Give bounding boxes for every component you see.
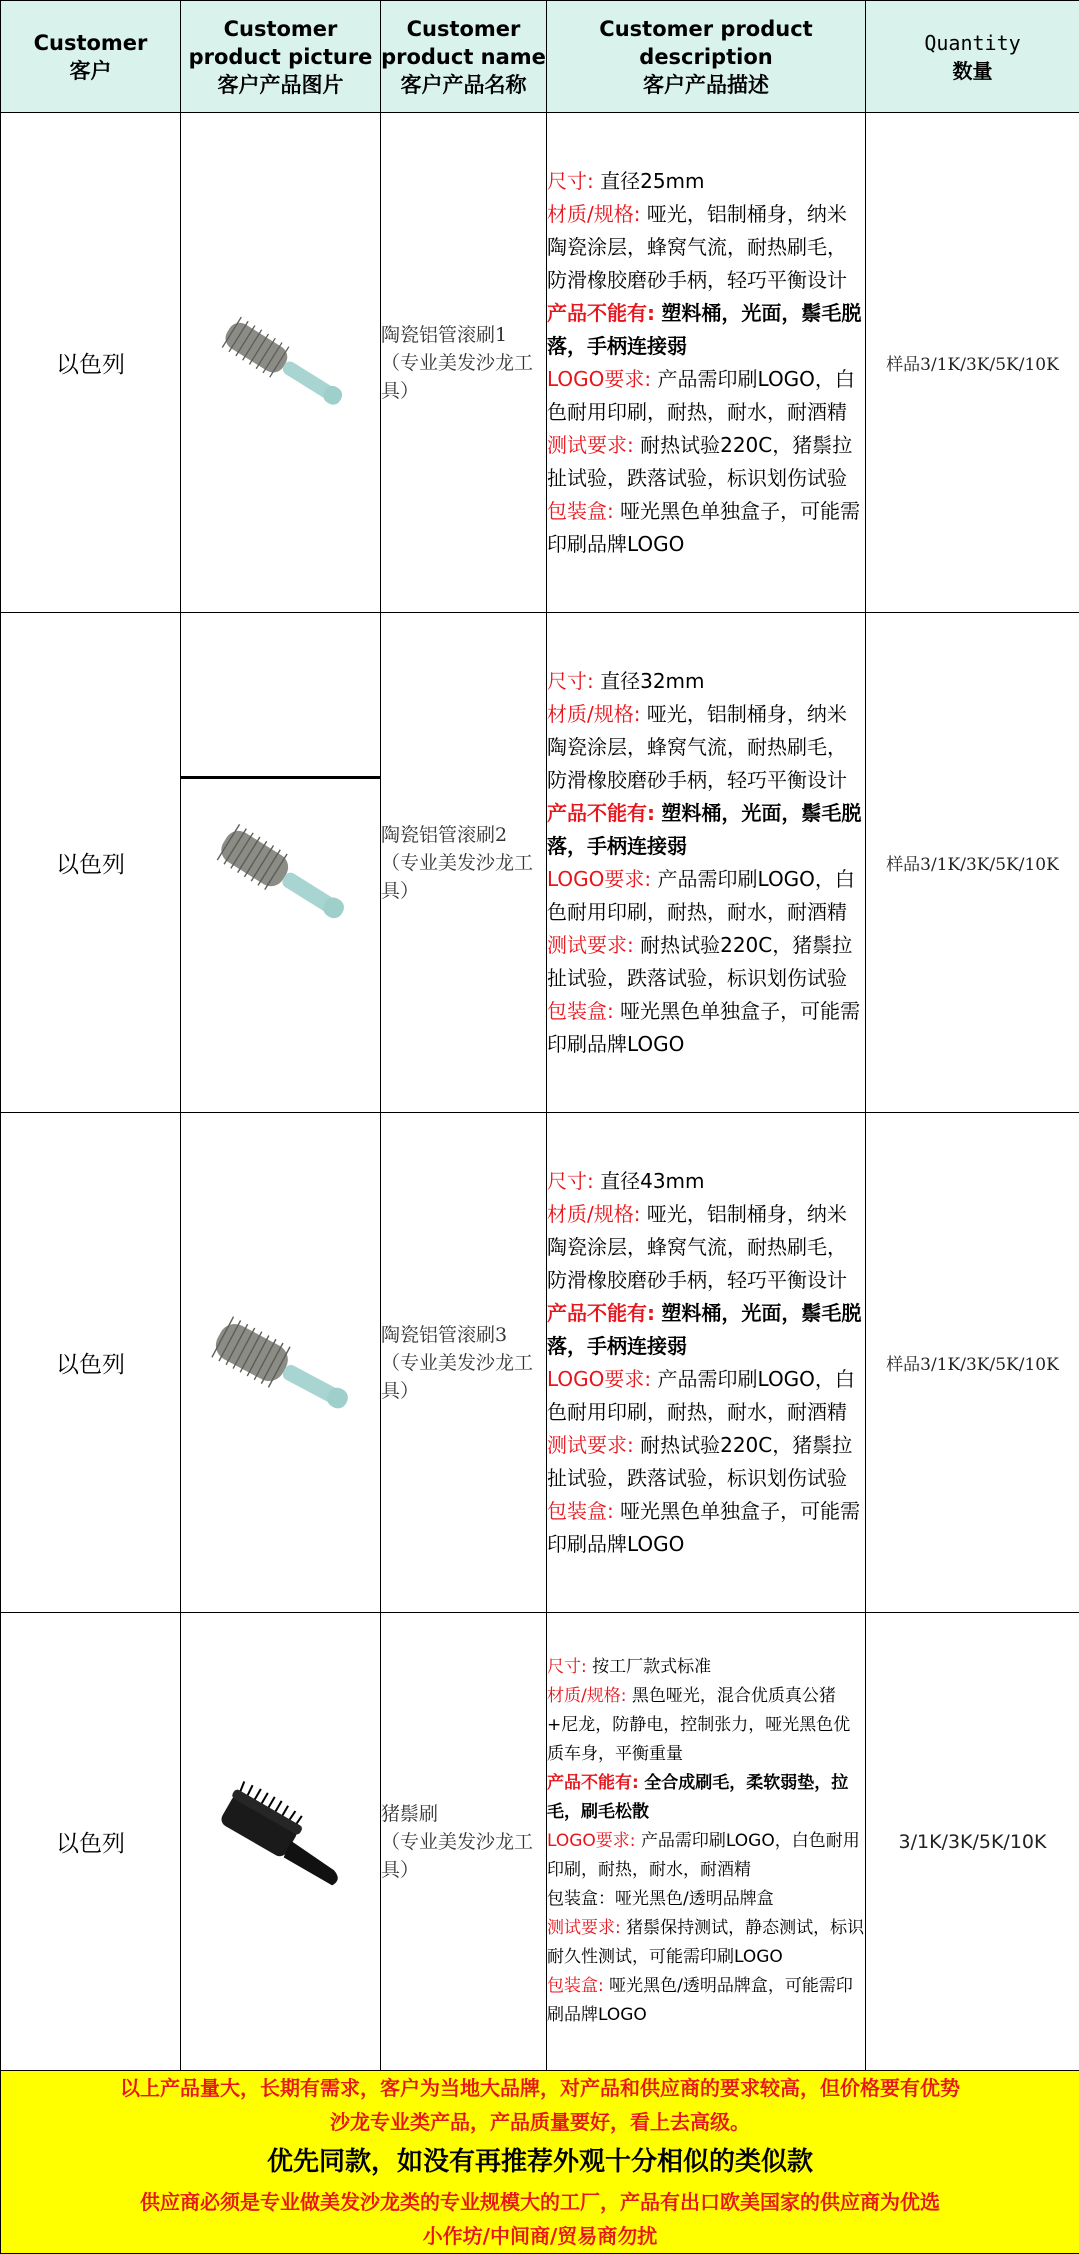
footer-line-supplier: 供应商必须是专业做美发沙龙类的专业规模大的工厂，产品有出口欧美国家的供应商为优选	[1, 2185, 1079, 2219]
forbidden-label: 产品不能有:	[547, 801, 655, 825]
test-label: 测试要求:	[547, 1433, 634, 1457]
header-qty-zh: 数量	[953, 59, 993, 83]
product-description-cell	[547, 1113, 866, 1613]
header-desc-en: Customer product description	[599, 17, 812, 69]
test-label: 测试要求:	[547, 1918, 621, 1938]
footer-line-quality: 沙龙专业类产品，产品质量要好，看上去高级。	[1, 2105, 1079, 2139]
test-label: 测试要求:	[547, 433, 634, 457]
product-picture-cell	[181, 613, 381, 1113]
size-value: 直径25mm	[600, 169, 704, 193]
customer-cell: 以色列	[1, 1613, 181, 2071]
customer-cell: 以色列	[1, 113, 181, 613]
logo-value: 产品需印刷LOGO，白色耐用印刷，耐热，耐水，耐酒精	[547, 867, 855, 924]
test-value: 耐热试验220C，猪鬃拉扯试验，跌落试验，标识划伤试验	[547, 1433, 852, 1490]
header-picture-en: Customer product picture	[189, 17, 373, 69]
logo-label: LOGO要求:	[547, 367, 651, 391]
table-header-row	[1, 1, 1079, 113]
header-customer-en: Customer	[34, 31, 148, 55]
product-description-cell	[547, 113, 866, 613]
boar-bristle-brush-icon	[181, 1613, 380, 2070]
quantity-cell: 样品3/1K/3K/5K/10K	[866, 613, 1079, 1113]
forbidden-value: 塑料桶，光面，鬃毛脱落，手柄连接弱	[547, 301, 861, 358]
header-quantity	[866, 1, 1079, 113]
test-label: 测试要求:	[547, 933, 634, 957]
box-extra-note: 包装盒：哑光黑色/透明品牌盒	[547, 1889, 774, 1909]
product-name-cell	[381, 113, 547, 613]
size-label: 尺寸:	[547, 669, 594, 693]
product-description-cell	[547, 1613, 866, 2071]
header-picture	[181, 1, 381, 113]
forbidden-label: 产品不能有:	[547, 1301, 655, 1325]
header-name-zh: 客户产品名称	[401, 73, 527, 97]
product-name-cell	[381, 1113, 547, 1613]
footer-notes	[1, 2071, 1079, 2254]
customer-cell: 以色列	[1, 1113, 181, 1613]
logo-label: LOGO要求:	[547, 867, 651, 891]
size-value: 按工厂款式标准	[592, 1657, 711, 1677]
logo-label: LOGO要求:	[547, 1831, 636, 1851]
product-name: 陶瓷铝管滚刷2	[381, 821, 546, 849]
customer-cell: 以色列	[1, 613, 181, 1113]
round-hair-brush-icon	[181, 1113, 380, 1612]
product-picture-cell	[181, 1113, 381, 1613]
material-value: 哑光，铝制桶身，纳米陶瓷涂层，蜂窝气流，耐热刷毛，防滑橡胶磨砂手柄，轻巧平衡设计	[547, 202, 847, 292]
packaging-label: 包装盒:	[547, 499, 614, 523]
logo-label: LOGO要求:	[547, 1367, 651, 1391]
product-name-sub: （专业美发沙龙工具）	[381, 1828, 546, 1884]
packaging-label: 包装盒:	[547, 1499, 614, 1523]
footer-line-priority: 优先同款，如没有再推荐外观十分相似的类似款	[1, 2139, 1079, 2185]
header-name	[381, 1, 547, 113]
product-name-cell	[381, 613, 547, 1113]
round-hair-brush-icon	[181, 113, 380, 612]
material-label: 材质/规格:	[547, 702, 640, 726]
test-value: 耐热试验220C，猪鬃拉扯试验，跌落试验，标识划伤试验	[547, 933, 852, 990]
packaging-value: 哑光黑色单独盒子，可能需印刷品牌LOGO	[547, 499, 860, 556]
forbidden-label: 产品不能有:	[547, 1773, 639, 1793]
product-name: 陶瓷铝管滚刷1	[381, 321, 546, 349]
product-picture-cell	[181, 1613, 381, 2071]
product-name-sub: （专业美发沙龙工具）	[381, 1349, 546, 1405]
product-picture-cell	[181, 113, 381, 613]
packaging-label: 包装盒:	[547, 1976, 604, 1996]
product-name: 猪鬃刷	[381, 1800, 546, 1828]
header-picture-zh: 客户产品图片	[218, 73, 344, 97]
product-description-cell	[547, 613, 866, 1113]
table-row	[1, 1613, 1079, 2071]
quantity-cell: 样品3/1K/3K/5K/10K	[866, 113, 1079, 613]
header-name-en: Customer product name	[381, 17, 546, 69]
product-name-sub: （专业美发沙龙工具）	[381, 349, 546, 405]
size-label: 尺寸:	[547, 169, 594, 193]
footer-line-demand: 以上产品量大，长期有需求，客户为当地大品牌，对产品和供应商的要求较高，但价格要有优势	[1, 2071, 1079, 2105]
quantity-cell: 样品3/1K/3K/5K/10K	[866, 1113, 1079, 1613]
product-name: 陶瓷铝管滚刷3	[381, 1321, 546, 1349]
packaging-label: 包装盒:	[547, 999, 614, 1023]
packaging-value: 哑光黑色单独盒子，可能需印刷品牌LOGO	[547, 999, 860, 1056]
forbidden-label: 产品不能有:	[547, 301, 655, 325]
packaging-value: 哑光黑色/透明品牌盒，可能需印刷品牌LOGO	[547, 1976, 853, 2025]
footer-line-exclusion: 小作坊/中间商/贸易商勿扰	[1, 2219, 1079, 2253]
size-label: 尺寸:	[547, 1657, 587, 1677]
material-value: 黑色哑光，混合优质真公猪+尼龙，防静电，控制张力，哑光黑色优质车身，平衡重量	[547, 1686, 850, 1764]
table-row	[1, 113, 1079, 613]
size-value: 直径32mm	[600, 669, 704, 693]
material-value: 哑光，铝制桶身，纳米陶瓷涂层，蜂窝气流，耐热刷毛，防滑橡胶磨砂手柄，轻巧平衡设计	[547, 1202, 847, 1292]
round-hair-brush-icon	[181, 613, 380, 1112]
test-value: 猪鬃保持测试，静态测试，标识耐久性测试，可能需印刷LOGO	[547, 1918, 864, 1967]
packaging-value: 哑光黑色单独盒子，可能需印刷品牌LOGO	[547, 1499, 860, 1556]
size-label: 尺寸:	[547, 1169, 594, 1193]
header-desc-zh: 客户产品描述	[643, 73, 769, 97]
forbidden-value: 塑料桶，光面，鬃毛脱落，手柄连接弱	[547, 1301, 861, 1358]
logo-value: 产品需印刷LOGO，白色耐用印刷，耐热，耐水，耐酒精	[547, 1831, 860, 1880]
logo-value: 产品需印刷LOGO，白色耐用印刷，耐热，耐水，耐酒精	[547, 1367, 855, 1424]
size-value: 直径43mm	[600, 1169, 704, 1193]
material-label: 材质/规格:	[547, 1686, 626, 1706]
product-name-sub: （专业美发沙龙工具）	[381, 849, 546, 905]
material-label: 材质/规格:	[547, 202, 640, 226]
forbidden-value: 塑料桶，光面，鬃毛脱落，手柄连接弱	[547, 801, 861, 858]
header-description	[547, 1, 866, 113]
table-row	[1, 1113, 1079, 1613]
table-row	[1, 613, 1079, 1113]
logo-value: 产品需印刷LOGO，白色耐用印刷，耐热，耐水，耐酒精	[547, 367, 855, 424]
footer-notes-row	[1, 2071, 1079, 2254]
header-qty-en: Quantity	[924, 31, 1020, 55]
test-value: 耐热试验220C，猪鬃拉扯试验，跌落试验，标识划伤试验	[547, 433, 852, 490]
forbidden-value: 全合成刷毛，柔软弱垫，拉毛，刷毛松散	[547, 1773, 848, 1822]
product-name-cell	[381, 1613, 547, 2071]
material-label: 材质/规格:	[547, 1202, 640, 1226]
header-customer	[1, 1, 181, 113]
quantity-cell: 3/1K/3K/5K/10K	[866, 1613, 1079, 2071]
header-customer-zh: 客户	[70, 59, 112, 83]
material-value: 哑光，铝制桶身，纳米陶瓷涂层，蜂窝气流，耐热刷毛，防滑橡胶磨砂手柄，轻巧平衡设计	[547, 702, 847, 792]
